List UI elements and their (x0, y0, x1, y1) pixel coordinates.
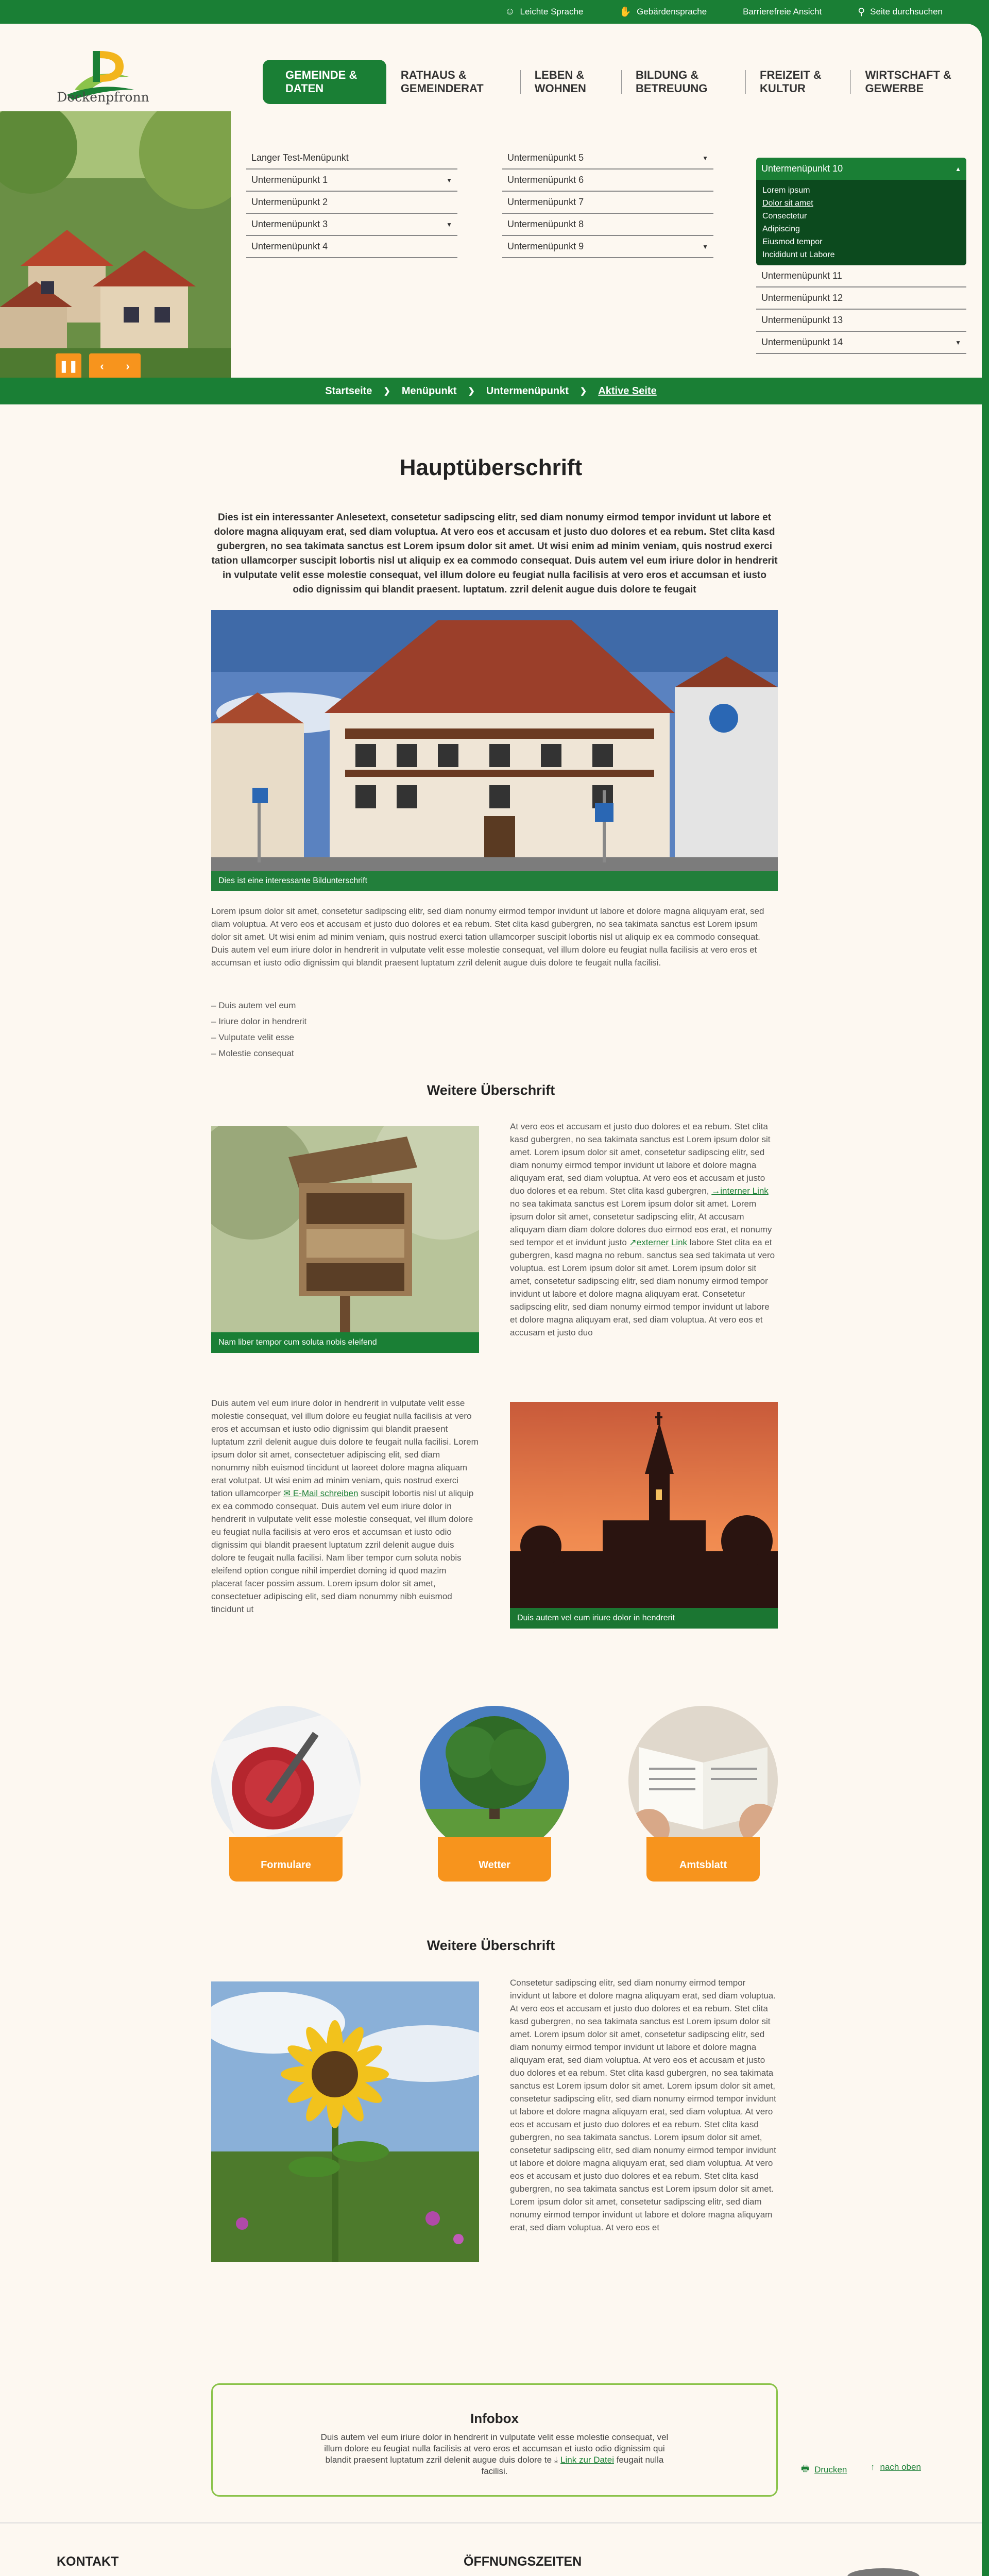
chevron-down-icon[interactable]: ▼ (446, 221, 452, 228)
chevron-down-icon[interactable]: ▼ (955, 338, 961, 346)
email-link[interactable]: ✉ E-Mail schreiben (283, 1488, 359, 1498)
mega-column-1 (246, 147, 457, 258)
list-item: – Molestie consequat (211, 1045, 306, 1061)
list-item: – Iriure dolor in hendrerit (211, 1013, 306, 1029)
sub-item[interactable]: Dolor sit amet (762, 199, 813, 208)
chevron-up-icon[interactable]: ▲ (955, 165, 961, 173)
list-item: – Vulputate velit esse (211, 1029, 306, 1045)
chevron-down-icon[interactable]: ▼ (702, 154, 708, 162)
nav-bildung-betreuung[interactable]: BILDUNG & BETREUUNG (621, 60, 745, 104)
breadcrumb-item[interactable]: Startseite (325, 385, 372, 397)
mega-item[interactable]: Untermenüpunkt 8 (502, 214, 713, 236)
sub-item[interactable]: Lorem ipsum (762, 186, 810, 195)
printer-icon: 🖶 (801, 2464, 810, 2473)
mega-column-2 (502, 147, 713, 258)
sub-item[interactable]: Adipiscing (762, 225, 800, 233)
arrow-up-icon: ↑ (871, 2462, 875, 2472)
back-to-top-button[interactable]: ↑ nach oben (871, 2462, 921, 2472)
site-search-link[interactable]: ⚲ Seite durchsuchen (858, 6, 943, 18)
slider-prev-next[interactable] (89, 353, 141, 379)
chevron-right-icon: ❯ (579, 387, 587, 396)
insect-hotel-image (211, 1126, 479, 1353)
chevron-down-icon[interactable]: ▼ (702, 243, 708, 250)
tile-amtsblatt-button[interactable]: Amtsblatt (646, 1837, 760, 1882)
file-link[interactable]: Link zur Datei (560, 2455, 614, 2465)
mega-menu (231, 111, 982, 378)
bullet-list (211, 997, 306, 1061)
breadcrumb-active[interactable]: Aktive Seite (598, 385, 657, 397)
search-icon: ⚲ (858, 6, 865, 18)
mega-item[interactable]: Untermenüpunkt 11 (756, 265, 966, 287)
sub-item[interactable]: Consectetur (762, 212, 807, 221)
breadcrumb-item[interactable]: Untermenüpunkt (486, 385, 569, 397)
chevron-right-icon: ❯ (468, 387, 475, 396)
slider-controls (56, 353, 141, 379)
logo-text: Deckenpfronn (57, 90, 149, 105)
text-block-left: Duis autem vel eum iriure dolor in hendrerit in vulputate velit esse molestie consequat, vel illum dolore eu feugiat nulla facilisis at vero eros et accumsan et iusto odio dignissim qui blandit praesent luptatum zzril delenit augue duis dolore te feugait nulla facilisi. Lorem ipsum dolor sit amet, consectetuer adipiscing elit, sed diam nonummy nibh euismod tincidunt ut laoreet dolore magna aliquam erat volutpat. Ut wisi enim ad minim veniam, quis nostrud exerci tation ullamcorper ✉ E-Mail schreiben suscipit lobortis nisl ut aliquip ex ea commodo consequat. Duis autem vel eum iriure dolor in hendrerit in vulputate velit esse molestie consequat, vel illum dolore eu feugiat nulla facilisis at vero eros et accumsan et iusto odio dignissim qui blandit praesent luptatum zzril delenit augue duis dolore te feugait nulla facilisi. Nam liber tempor cum soluta nobis eleifend option congue nihil imperdiet doming id quod mazim placerat facer possim assum. Lorem ipsum dolor sit amet, consectetuer adipiscing elit, sed diam nonummy nibh euismod tincidunt ut (211, 1398, 479, 1614)
top-service-bar (0, 0, 989, 24)
text-block-sunflower: Consetetur sadipscing elitr, sed diam nonumy eirmod tempor invidunt ut labore et dolore magna aliquyam erat, sed diam voluptua. At vero eos et accusam et justo duo dolores et ea rebum. Stet clita kasd gubergren, no sea takimata sanctus est Lorem ipsum dolor sit amet. Lorem ipsum dolor sit amet, consetetur sadipscing elitr, sed diam nonumy eirmod tempor invidunt ut labore et dolore magna aliquyam erat, sed diam voluptua. At vero eos et accusam et justo duo dolores et ea rebum. Stet clita kasd gubergren, no sea takimata sanctus est Lorem ipsum dolor sit amet. Lorem ipsum dolor sit amet, consetetur sadipscing elitr, sed diam nonumy eirmod tempor invidunt ut labore et dolore magna aliquyam erat, sed diam voluptua. At vero eos et accusam et justo duo dolores et ea rebum. Stet clita kasd gubergren, no sea takimata sanctus. Lorem ipsum dolor sit amet, consetetur sadipscing elitr, sed diam nonumy eirmod tempor invidunt ut labore et dolore magna aliquyam erat, sed diam voluptua. At vero eos et accusam et justo duo dolores et ea rebum. Stet clita kasd gubergren, no sea takimata sanctus est Lorem ipsum dolor sit amet. Lorem ipsum dolor sit amet, consetetur sadipscing elitr, sed diam nonumy eirmod tempor invidunt ut labore et dolore magna aliquyam erat, sed diam voluptua. At vero eos et (510, 1978, 776, 2232)
mega-column-3 (756, 158, 966, 354)
pause-icon[interactable]: ❚❚ (56, 353, 81, 379)
mega-item[interactable]: Untermenüpunkt 2 (246, 192, 457, 214)
nav-freizeit-kultur[interactable]: FREIZEIT & KULTUR (745, 60, 850, 104)
sign-language-link[interactable]: ✋ Gebärdensprache (619, 7, 707, 18)
external-link[interactable]: ↗externer Link (629, 1238, 688, 1247)
coat-of-arms-icon (837, 2564, 930, 2576)
image-caption: Dies ist eine interessante Bildunterschrift (211, 871, 778, 891)
chevron-right-icon: ❯ (383, 387, 390, 396)
breadcrumb-item[interactable]: Menüpunkt (401, 385, 457, 397)
list-item: – Duis autem vel eum (211, 997, 306, 1013)
nav-rathaus-gemeinderat[interactable]: RATHAUS & GEMEINDERAT (400, 69, 484, 95)
mega-item[interactable]: Untermenüpunkt 9 ▼ (502, 236, 713, 258)
infobox-text: Duis autem vel eum iriure dolor in hendrerit in vulputate velit esse molestie consequat, vel illum dolore eu feugiat nulla facilisis at vero eros et accumsan et iusto odio dignissim qui blandit praesent luptatum zzril delenit augue duis dolore te ⤓ Link zur Datei feugait nulla facilisi. (320, 2432, 669, 2476)
section-heading: Weitere Überschrift (427, 1938, 555, 1953)
lead-text: Dies ist ein interessanter Anlesetext, consetetur sadipscing elitr, sed diam nonumy eirmod tempor invidunt ut labore et dolore magna aliquyam erat, sed diam voluptua. At vero eos et accusam et justo duo dolores et ea rebum. Stet clita kasd gubergren, no sea takimata sanctus est Lorem ipsum dolor sit amet. Ut wisi enim ad minim veniam, quis nostrud exerci tation ullamcorper suscipit lobortis nisl ut aliquip ex ea commodo consequat. Duis autem vel eum iriure dolor in hendrerit in vulputate velit esse molestie consequat, vel illum dolore eu feugiat nulla facilisis at vero eros et accumsan et iusto odio dignissim qui blandit praesent. luptatum. zzril delenit augue duis dolore te feugait (211, 512, 778, 595)
main-navigation (263, 60, 982, 104)
easy-language-link[interactable]: ☺ Leichte Sprache (505, 6, 584, 17)
sign-language-icon: ✋ (619, 7, 632, 18)
mega-item[interactable]: Untermenüpunkt 6 (502, 170, 713, 192)
hours-heading: ÖFFNUNGSZEITEN (464, 2554, 582, 2569)
body-paragraph: Lorem ipsum dolor sit amet, consetetur sadipscing elitr, sed diam nonumy eirmod tempor invidunt ut labore et dolore magna aliquyam erat, sed diam voluptua. At vero eos et accusam et justo duo dolores et ea rebum. Stet clita kasd gubergren, no sea takimata sanctus est Lorem ipsum dolor sit amet. Ut wisi enim ad minim veniam, quis nostrud exerci tation ullamcorper suscipit lobortis nisl ut aliquip ex ea commodo consequat. Duis autem vel eum iriure dolor in hendrerit in vulputate velit esse molestie consequat, vel illum dolore eu feugiat nulla facilisis at vero eros et accumsan et iusto odio dignissim qui blandit praesent luptatum zzril delenit augue duis dolore te feugait nulla facilisi. (211, 906, 764, 968)
tile-amtsblatt-image[interactable] (628, 1706, 778, 1855)
nav-gemeinde-daten[interactable]: GEMEINDE & DATEN (263, 60, 386, 104)
mega-item[interactable]: Untermenüpunkt 4 (246, 236, 457, 258)
mega-item[interactable]: Untermenüpunkt 1 ▼ (246, 170, 457, 192)
image-caption: Duis autem vel eum iriure dolor in hendrerit (510, 1608, 778, 1629)
chevron-down-icon[interactable]: ▼ (446, 176, 452, 184)
mega-item[interactable]: Untermenüpunkt 7 (502, 192, 713, 214)
accessible-view-link[interactable]: Barrierefreie Ansicht (743, 7, 822, 16)
mega-item[interactable]: Untermenüpunkt 13 (756, 310, 966, 332)
print-button[interactable]: 🖶 Drucken (801, 2462, 847, 2477)
tile-formulare-image[interactable] (211, 1706, 361, 1855)
mega-item[interactable]: Untermenüpunkt 14 ▼ (756, 332, 966, 354)
mega-item[interactable]: Langer Test-Menüpunkt (246, 147, 457, 170)
section-heading: Weitere Überschrift (427, 1082, 555, 1098)
internal-link[interactable]: →interner Link (711, 1186, 769, 1196)
mega-item[interactable]: Untermenüpunkt 3 ▼ (246, 214, 457, 236)
mega-sublist (756, 180, 966, 265)
infobox (211, 2383, 778, 2497)
download-icon: ⤓ (554, 2455, 558, 2465)
sunflower-image (211, 1981, 479, 2262)
tile-wetter-image[interactable] (420, 1706, 569, 1855)
mega-item[interactable]: Untermenüpunkt 5 ▼ (502, 147, 713, 170)
page-title: Hauptüberschrift (399, 455, 583, 480)
image-caption: Nam liber tempor cum soluta nobis eleifend (211, 1332, 479, 1353)
chevron-left-icon[interactable]: ‹ (100, 360, 104, 372)
mega-item[interactable]: Untermenüpunkt 12 (756, 287, 966, 310)
sub-item[interactable]: Incididunt ut Labore (762, 250, 835, 259)
main-image (211, 610, 778, 891)
page-container (0, 24, 982, 2576)
nav-leben-wohnen[interactable]: LEBEN & WOHNEN (520, 60, 621, 104)
church-sunset-image (510, 1402, 778, 1629)
chevron-right-icon[interactable]: › (126, 360, 130, 372)
sub-item[interactable]: Eiusmod tempor (762, 238, 823, 246)
breadcrumb (0, 378, 982, 404)
tile-wetter-button[interactable]: Wetter (438, 1837, 551, 1882)
text-block-right: At vero eos et accusam et justo duo dolores et ea rebum. Stet clita kasd gubergren, no sea takimata sanctus est Lorem ipsum dolor sit amet. Lorem ipsum dolor sit amet, consetetur sadipscing elitr, sed diam nonumy eirmod tempor invidunt ut labore et dolore magna aliquyam erat, sed diam voluptua. At vero eos et accusam et justo duo dolores et ea rebum. Stet clita kasd gubergren, →interner Link no sea takimata sanctus est Lorem ipsum dolor sit amet. Lorem ipsum dolor sit amet, consetetur sadipscing elitr, At accusam aliquyam diam diam dolore dolores duo eirmod eos erat, et nonumy sed tempor et et invidunt justo ↗externer Link labore Stet clita ea et gubergren, kasd magna no rebum. sanctus sea sed takimata ut vero voluptua. est Lorem ipsum dolor sit amet. Lorem ipsum dolor sit amet, consetetur sadipscing elitr, sed diam nonumy eirmod tempor invidunt ut labore et dolore magna aliquyam erat. Consetetur sadipscing elitr, sed diam nonumy eirmod tempor invidunt ut labore et dolore magna aliquyam erat, sed diam voluptua. At vero eos et accusam et justo duo (510, 1122, 775, 1337)
easy-language-icon: ☺ (505, 6, 515, 17)
tile-formulare-button[interactable]: Formulare (229, 1837, 343, 1882)
mega-item-open[interactable]: Untermenüpunkt 10 ▲ (756, 158, 966, 180)
infobox-title: Infobox (470, 2411, 519, 2426)
nav-wirtschaft-gewerbe[interactable]: WIRTSCHAFT & GEWERBE (850, 60, 982, 104)
hero-image (0, 111, 231, 378)
contact-heading: KONTAKT (57, 2554, 119, 2569)
